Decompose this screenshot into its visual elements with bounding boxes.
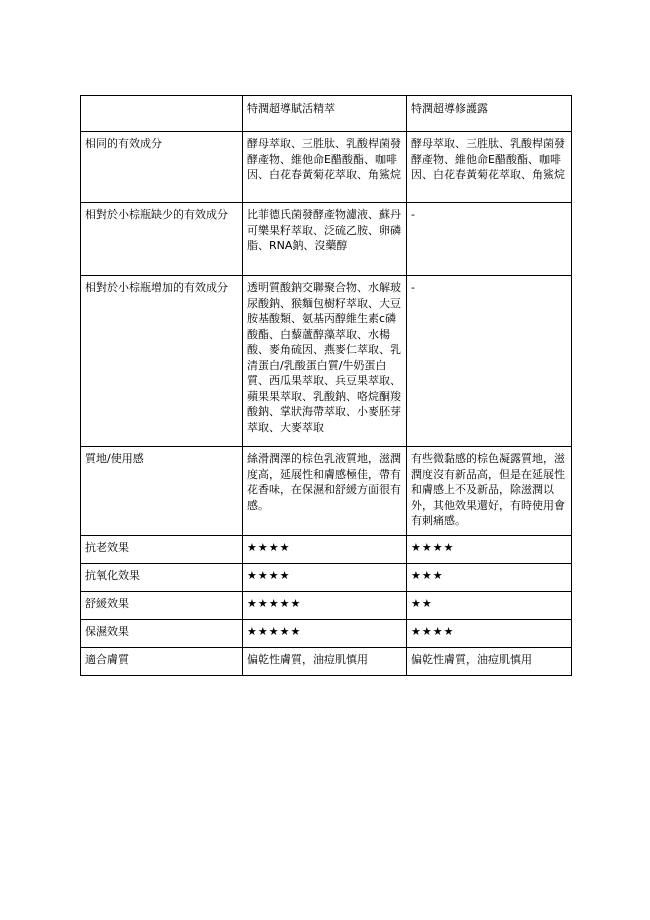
product-a-cell: 比菲德氏菌發酵產物濾液、蘇丹可樂果籽萃取、泛硫乙胺、卵磷脂、RNA鈉、沒藥醇 bbox=[243, 203, 407, 276]
table-header-row bbox=[81, 96, 572, 132]
row-label: 保濕效果 bbox=[81, 620, 243, 648]
table-row bbox=[81, 536, 572, 564]
product-a-cell: 偏乾性膚質，油痘肌慎用 bbox=[243, 648, 407, 676]
header-product-a: 特潤超導賦活精萃 bbox=[243, 96, 407, 132]
table-row bbox=[81, 564, 572, 592]
product-b-rating: ★★★★ bbox=[407, 620, 572, 648]
product-a-rating: ★★★★★ bbox=[243, 620, 407, 648]
row-label: 相同的有效成分 bbox=[81, 132, 243, 203]
product-a-rating: ★★★★ bbox=[243, 536, 407, 564]
product-b-cell: 有些微黏感的棕色凝露質地，滋潤度沒有新品高，但是在延展性和膚感上不及新品，除滋潤以外，其他效果還好，有時使用會有刺痛感。 bbox=[407, 447, 572, 536]
row-label: 相對於小棕瓶增加的有效成分 bbox=[81, 276, 243, 447]
row-label: 質地/使用感 bbox=[81, 447, 243, 536]
row-label: 抗氧化效果 bbox=[81, 564, 243, 592]
product-a-cell: 絲滑潤澤的棕色乳液質地，滋潤度高，延展性和膚感極佳，帶有花香味，在保濕和舒緩方面很有感。 bbox=[243, 447, 407, 536]
table-row bbox=[81, 592, 572, 620]
product-b-cell: - bbox=[407, 203, 572, 276]
header-blank-cell bbox=[81, 96, 243, 132]
product-a-rating: ★★★★ bbox=[243, 564, 407, 592]
table-row bbox=[81, 648, 572, 676]
product-a-cell: 酵母萃取、三胜肽、乳酸桿菌發酵產物、維他命E醋酸酯、咖啡因、白花春黃菊花萃取、角鯊烷 bbox=[243, 132, 407, 203]
product-b-cell: - bbox=[407, 276, 572, 447]
product-a-cell: 透明質酸鈉交聯聚合物、水解玻尿酸鈉、猴麵包樹籽萃取、大豆胺基酸類、氨基丙醇維生素c磷酸酯、白藜蘆醇藻萃取、水楊酸、麥角硫因、燕麥仁萃取、乳清蛋白/乳酸蛋白質/牛奶蛋白質、西瓜果萃取、兵豆果萃取、蘋果果萃取、乳酸鈉、咯烷酮羧酸鈉、掌狀海帶萃取、小麥胚芽萃取、大麥萃取 bbox=[243, 276, 407, 447]
table-row bbox=[81, 447, 572, 536]
comparison-table bbox=[80, 95, 572, 676]
product-b-rating: ★★★★ bbox=[407, 536, 572, 564]
table-row bbox=[81, 132, 572, 203]
row-label: 適合膚質 bbox=[81, 648, 243, 676]
table-row bbox=[81, 620, 572, 648]
table-row bbox=[81, 276, 572, 447]
row-label: 抗老效果 bbox=[81, 536, 243, 564]
product-b-rating: ★★ bbox=[407, 592, 572, 620]
table-row bbox=[81, 203, 572, 276]
row-label: 相對於小棕瓶缺少的有效成分 bbox=[81, 203, 243, 276]
product-a-rating: ★★★★★ bbox=[243, 592, 407, 620]
row-label: 舒緩效果 bbox=[81, 592, 243, 620]
product-b-rating: ★★★ bbox=[407, 564, 572, 592]
product-b-cell: 酵母萃取、三胜肽、乳酸桿菌發酵產物、維他命E醋酸酯、咖啡因、白花春黃菊花萃取、角鯊烷 bbox=[407, 132, 572, 203]
product-b-cell: 偏乾性膚質，油痘肌慎用 bbox=[407, 648, 572, 676]
header-product-b: 特潤超導修護露 bbox=[407, 96, 572, 132]
